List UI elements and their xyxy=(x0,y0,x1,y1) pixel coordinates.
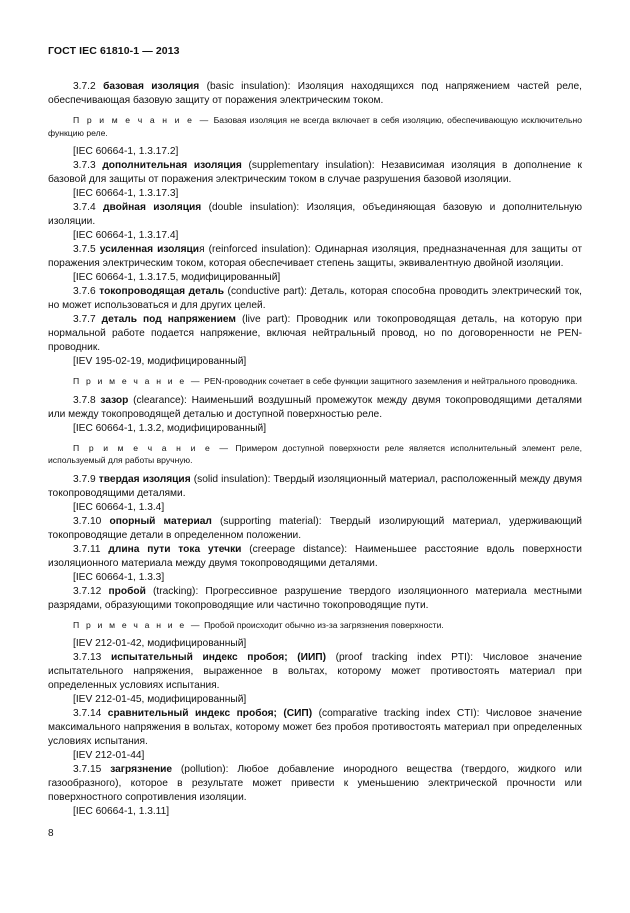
clause-number: 3.7.4 xyxy=(73,202,96,213)
source-reference: [IEC 60664-1, 1.3.3] xyxy=(73,571,165,583)
clause-number: 3.7.9 xyxy=(73,473,96,485)
term-name: усиленная изоляци xyxy=(99,244,200,255)
clause-number: 3.7.11 xyxy=(73,543,101,555)
document-header: ГОСТ IEC 61810-1 — 2013 xyxy=(48,45,180,57)
term-definition-text: (clearance): Наименьший воздушный промежуток между двумя токопроводящими деталями или между токопроводящей деталью и доступной поверхностью реле. xyxy=(48,394,582,420)
note-text: Базовая изоляция не всегда включает в себя изоляцию, обеспечивающую исключительно функцию реле. xyxy=(48,115,582,138)
note-label: П р и м е ч а н и е — xyxy=(73,442,231,453)
clause-number: 3.7.7 xyxy=(73,314,96,325)
term-name: длина пути тока утечки xyxy=(108,543,242,555)
source-reference: [IEV 212-01-45, модифицированный] xyxy=(73,694,247,705)
term-definition-text: (comparative tracking index CTI): Числовое значение максимального напряжения в вольтах, которому может без пробоя противостоять материал при определенных условиях испытания. xyxy=(48,708,582,747)
clause-number: 3.7.10 xyxy=(73,515,102,527)
term-definition xyxy=(48,543,582,571)
term-name: опорный материал xyxy=(109,515,212,527)
term-definition xyxy=(48,394,582,422)
source-reference: [IEC 60664-1, 1.3.17.3] xyxy=(73,188,179,199)
note xyxy=(48,375,582,388)
term-definition xyxy=(48,515,582,543)
page-number: 8 xyxy=(48,828,54,839)
note-text: Пробой происходит обычно из-за загрязнения поверхности. xyxy=(201,619,444,630)
source-reference: [IEV 212-01-42, модифицированный] xyxy=(73,638,247,649)
clause-number: 3.7.14 xyxy=(73,708,102,719)
term-definition-text: (supplementary insulation): Независимая изоляция в дополнение к базовой для защиты от поражения электрическим током в случае разрушения базовой изоляции. xyxy=(48,160,582,185)
term-name: сравнительный индекс пробоя; (СИП) xyxy=(107,708,313,719)
term-definition-text: (basic insulation): Изоляция находящихся под напряжением частей реле, обеспечивающая базовую защиту от поражения электрическим током. xyxy=(48,81,582,106)
term-definition xyxy=(48,243,582,271)
note xyxy=(48,442,582,467)
note-text: Примером доступной поверхности реле является исполнительный элемент реле, используемый для работы вручную. xyxy=(48,442,582,465)
note xyxy=(48,114,582,139)
term-name: токопроводящая деталь xyxy=(99,286,224,297)
term-name: деталь под напряжением xyxy=(101,314,236,325)
term-definition-text: (solid insulation): Твердый изоляционный материал, расположенный между двумя токопроводящими деталями. xyxy=(48,473,582,499)
clause-number: 3.7.3 xyxy=(73,160,96,171)
clause-number: 3.7.5 xyxy=(73,244,96,255)
clause-number: 3.7.13 xyxy=(73,652,102,663)
term-definition xyxy=(48,285,582,313)
term-definition-text: (double insulation): Изоляция, объединяющая базовую и дополнительную изоляции. xyxy=(48,202,582,227)
term-definition xyxy=(48,763,582,805)
term-name: пробой xyxy=(108,585,146,597)
term-definition xyxy=(48,651,582,693)
note-text: PEN-проводник сочетает в себе функции защитного заземления и нейтрального проводника. xyxy=(201,376,578,386)
term-definition xyxy=(48,80,582,108)
source-reference: [IEV 212-01-44] xyxy=(73,750,145,761)
document-body xyxy=(48,80,582,819)
clause-number: 3.7.15 xyxy=(73,764,102,775)
term-name: зазор xyxy=(100,394,129,406)
term-definition-text: (live part): Проводник или токопроводящая деталь, на которую при нормальной работе подается напряжение, включая нейтральный провод, но по договоренности не PEN-проводник. xyxy=(48,314,583,353)
note-label: П р и м е ч а н и е — xyxy=(73,619,202,630)
note xyxy=(48,619,582,632)
source-reference: [IEC 60664-1, 1.3.17.2] xyxy=(73,146,179,157)
source-reference: [IEC 60664-1, 1.3.17.5, модифицированный] xyxy=(73,272,281,283)
term-definition-text: я (reinforced insulation): Одинарная изоляция, предназначенная для защиты от поражения электрическим током, которая обеспечивает степень защиты, эквивалентную двойной изоляции. xyxy=(48,244,582,269)
term-name: базовая изоляция xyxy=(103,81,200,92)
note-label: П р и м е ч а н и е — xyxy=(73,376,202,386)
term-definition-text: (proof tracking index PTI): Числовое значение испытательного напряжения, выраженное в вольтах, которому может противостоять материал при определенных условиях испытания. xyxy=(48,652,582,691)
clause-number: 3.7.2 xyxy=(73,81,96,92)
term-name: твердая изоляция xyxy=(98,473,191,485)
term-definition-text: (conductive part): Деталь, которая способна проводить электрический ток, но может использоваться и для других целей. xyxy=(48,286,582,311)
term-definition xyxy=(48,585,582,613)
term-name: испытательный индекс пробоя; (ИИП) xyxy=(110,652,326,663)
term-definition xyxy=(48,473,582,501)
source-reference: [IEC 60664-1, 1.3.4] xyxy=(73,501,165,513)
term-definition-text: (pollution): Любое добавление инородного вещества (твердого, жидкого или газообразного), которое в результате может привести к уменьшению электрической прочности или поверхностного сопротивления изоляции. xyxy=(48,764,582,803)
source-reference: [IEC 60664-1, 1.3.2, модифицированный] xyxy=(73,422,267,434)
source-reference: [IEC 60664-1, 1.3.17.4] xyxy=(73,230,179,241)
note-label: П р и м е ч а н и е — xyxy=(73,115,211,125)
term-name: двойная изоляция xyxy=(103,202,202,213)
clause-number: 3.7.12 xyxy=(73,585,102,597)
term-definition-text: (supporting material): Твердый изолирующий материал, удерживающий токопроводящие детали в определенном положении. xyxy=(48,515,582,541)
term-definition xyxy=(48,201,582,229)
term-definition-text: (creepage distance): Наименьшее расстояние вдоль поверхности изоляционного материала между двумя токопроводящими деталями. xyxy=(48,543,582,569)
source-reference: [IEC 60664-1, 1.3.11] xyxy=(73,806,170,817)
term-name: загрязнение xyxy=(110,764,173,775)
clause-number: 3.7.8 xyxy=(73,394,96,406)
term-name: дополнительная изоляция xyxy=(102,160,242,171)
term-definition xyxy=(48,313,582,355)
term-definition xyxy=(48,707,582,749)
source-reference: [IEV 195-02-19, модифицированный] xyxy=(73,356,247,367)
term-definition-text: (tracking): Прогрессивное разрушение твердого изоляционного материала местными разрядами, образующими токопроводящие или частично токопроводящие пути. xyxy=(48,585,582,611)
term-definition xyxy=(48,159,582,187)
clause-number: 3.7.6 xyxy=(73,286,96,297)
